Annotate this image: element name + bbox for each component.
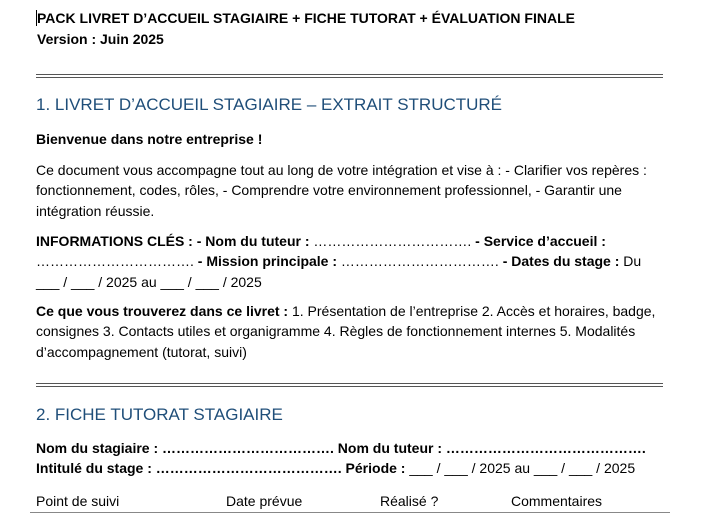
mission-blank: ……………………………. <box>337 253 503 270</box>
tutoring-fields <box>36 438 666 479</box>
divider-mid-1 <box>36 383 663 384</box>
divider-top-2 <box>36 77 663 78</box>
divider-mid-2 <box>36 386 663 387</box>
section-1-title: 1. LIVRET D’ACCUEIL STAGIAIRE – EXTRAIT STRUCTURÉ <box>36 95 503 114</box>
info-label: INFORMATIONS CLÉS : - Nom du tuteur : <box>36 233 310 249</box>
tutoring-fields-text: Nom du stagiaire : ………………………………. Nom du tuteur : ……………………………………. Intitulé du stage : …………………………………. Période : <box>36 440 646 477</box>
service-label: - Service d’accueil : <box>475 233 606 249</box>
service-blank: ……………………………. <box>36 253 198 270</box>
contents-text: 1. Présentation de l’entreprise 2. Accès et horaires, badge, consignes 3. Contacts utiles et organigramme 4. Règles de fonctionnement internes 5. Modalités d’accompagnement (tutorat, suivi) <box>36 303 656 360</box>
period-value: ___ / ___ / 2025 au ___ / ___ / 2025 <box>409 460 636 477</box>
column-header-date: Date prévue <box>226 493 303 509</box>
welcome-text: Bienvenue dans notre entreprise ! <box>36 131 263 147</box>
contents-label: Ce que vous trouverez dans ce livret : <box>36 303 289 319</box>
document-version: Version : Juin 2025 <box>37 31 164 47</box>
document-title: PACK LIVRET D’ACCUEIL STAGIAIRE + FICHE TUTORAT + ÉVALUATION FINALE <box>37 10 575 26</box>
column-header-comments: Commentaires <box>511 493 603 509</box>
intro-paragraph: Ce document vous accompagne tout au long de votre intégration et vise à : - Clarifier vos repères : fonctionnement, codes, rôles, - Comprendre votre environnement professionnel, - Garantir une intégration réussie. <box>36 162 647 219</box>
section-2-title: 2. FICHE TUTORAT STAGIAIRE <box>36 405 283 424</box>
booklet-contents <box>36 301 666 362</box>
divider-top-1 <box>36 74 663 75</box>
dates-label: - Dates du stage : <box>502 253 620 270</box>
key-information <box>36 231 666 292</box>
column-header-point: Point de suivi <box>36 493 120 509</box>
mission-label: - Mission principale : <box>197 253 338 270</box>
dates-value: Du ___ / ___ / 2025 au ___ / ___ / 2025 <box>36 253 642 290</box>
tutor-name-blank: ……………………………. <box>309 233 476 249</box>
column-header-done: Réalisé ? <box>380 493 439 509</box>
table-header-border <box>30 512 670 513</box>
